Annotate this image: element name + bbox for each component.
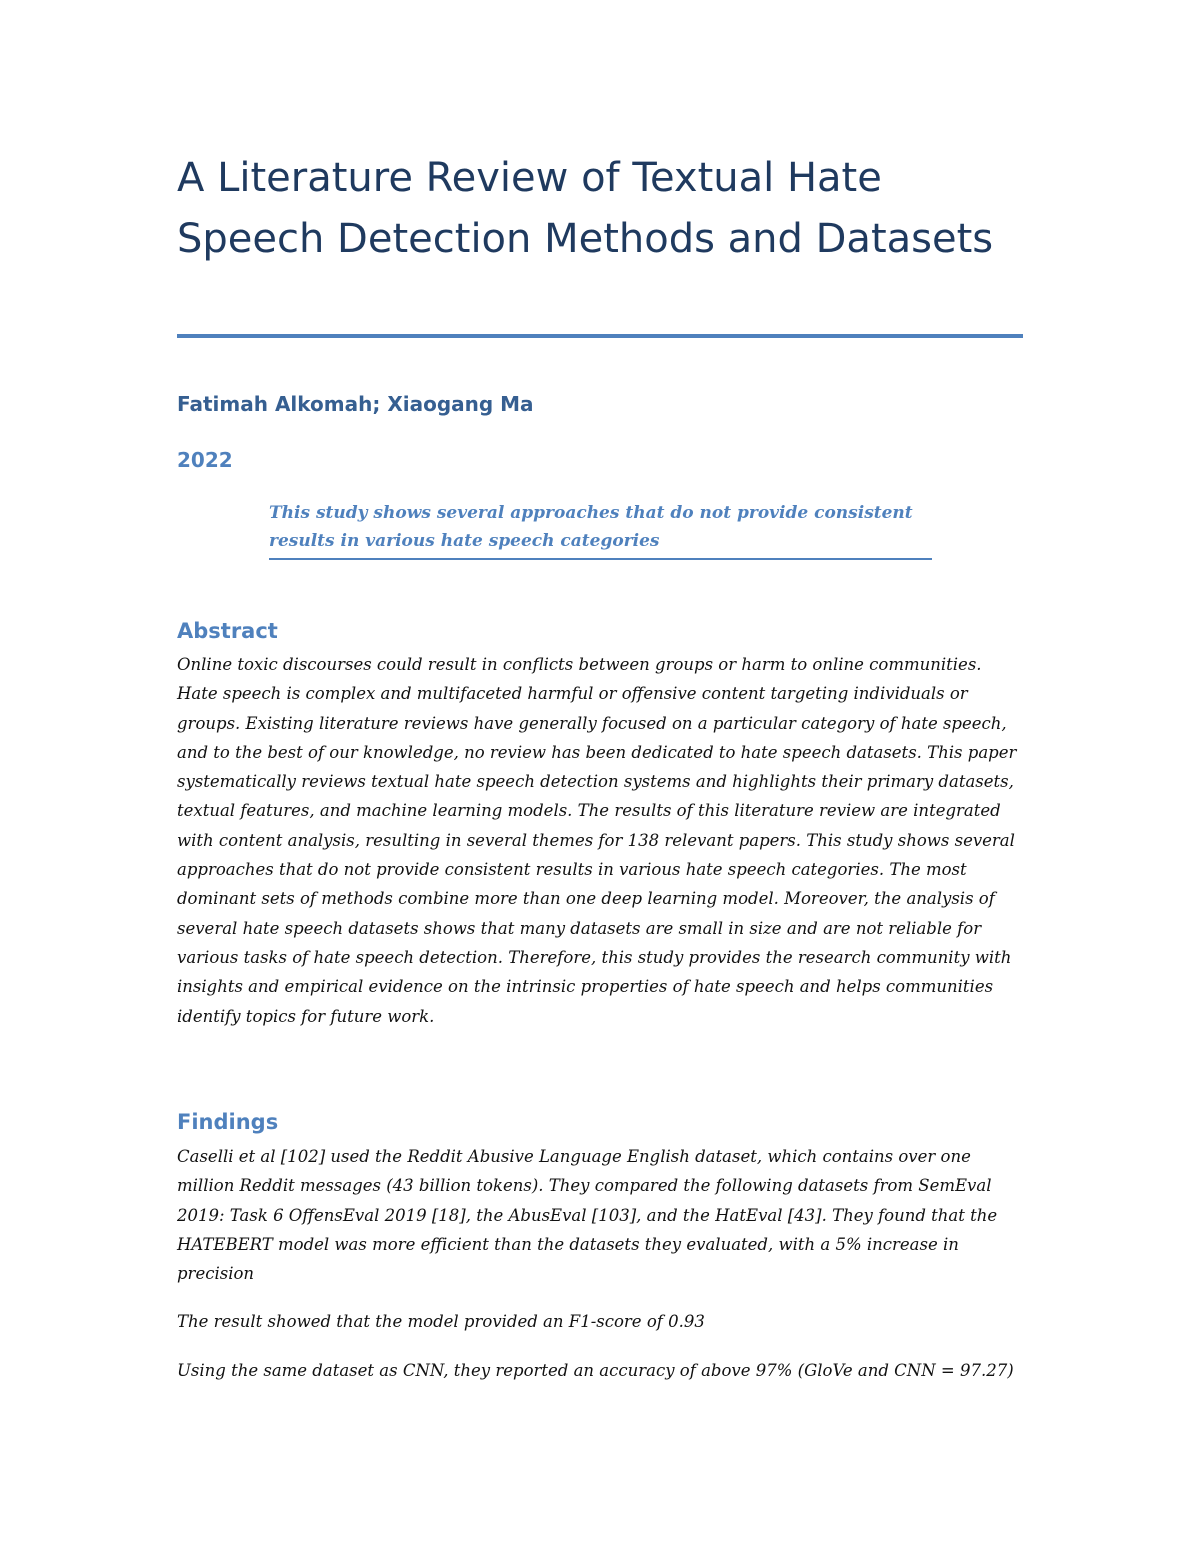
finding-paragraph: The result showed that the model provided an F1-score of 0.93 — [177, 1312, 705, 1331]
findings-heading: Findings — [177, 1110, 279, 1134]
abstract-heading: Abstract — [177, 619, 278, 643]
pull-quote: This study shows several approaches that do not provide consistent results in various hate speech categories — [269, 503, 913, 551]
pull-quote-divider — [269, 558, 932, 560]
abstract-text: Online toxic discourses could result in conflicts between groups or harm to online communities. Hate speech is complex and multifaceted harmful or offensive content targeting individuals or groups. Existing literature reviews have generally focused on a particular category of hate speech, and to the best of our knowledge, no review has been dedicated to hate speech datasets. This paper systematically reviews textual hate speech detection systems and highlights their primary datasets, textual features, and machine learning models. The results of this literature review are integrated with content analysis, resulting in several themes for 138 relevant papers. This study shows several approaches that do not provide consistent results in various hate speech categories. The most dominant sets of methods combine more than one deep learning model. Moreover, the analysis of several hate speech datasets shows that many datasets are small in size and are not reliable for various tasks of hate speech detection. Therefore, this study provides the research community with insights and empirical evidence on the intrinsic properties of hate speech and helps communities identify topics for future work. — [177, 655, 1017, 1026]
publication-year: 2022 — [177, 448, 233, 472]
title-divider — [177, 334, 1023, 338]
finding-paragraph: Caselli et al [102] used the Reddit Abusive Language English dataset, which contains over one million Reddit messages (43 billion tokens). They compared the following datasets from SemEval 2019: Task 6 OffensEval 2019 [18], the AbusEval [103], and the HatEval [43]. They found that the HATEBERT model was more efficient than the datasets they evaluated, with a 5% increase in precision — [177, 1147, 998, 1284]
finding-paragraph: Using the same dataset as CNN, they reported an accuracy of above 97% (GloVe and CNN = 97.27) — [177, 1361, 1014, 1380]
document-title: A Literature Review of Textual Hate Speech Detection Methods and Datasets — [177, 155, 994, 262]
document-authors: Fatimah Alkomah; Xiaogang Ma — [177, 392, 534, 416]
